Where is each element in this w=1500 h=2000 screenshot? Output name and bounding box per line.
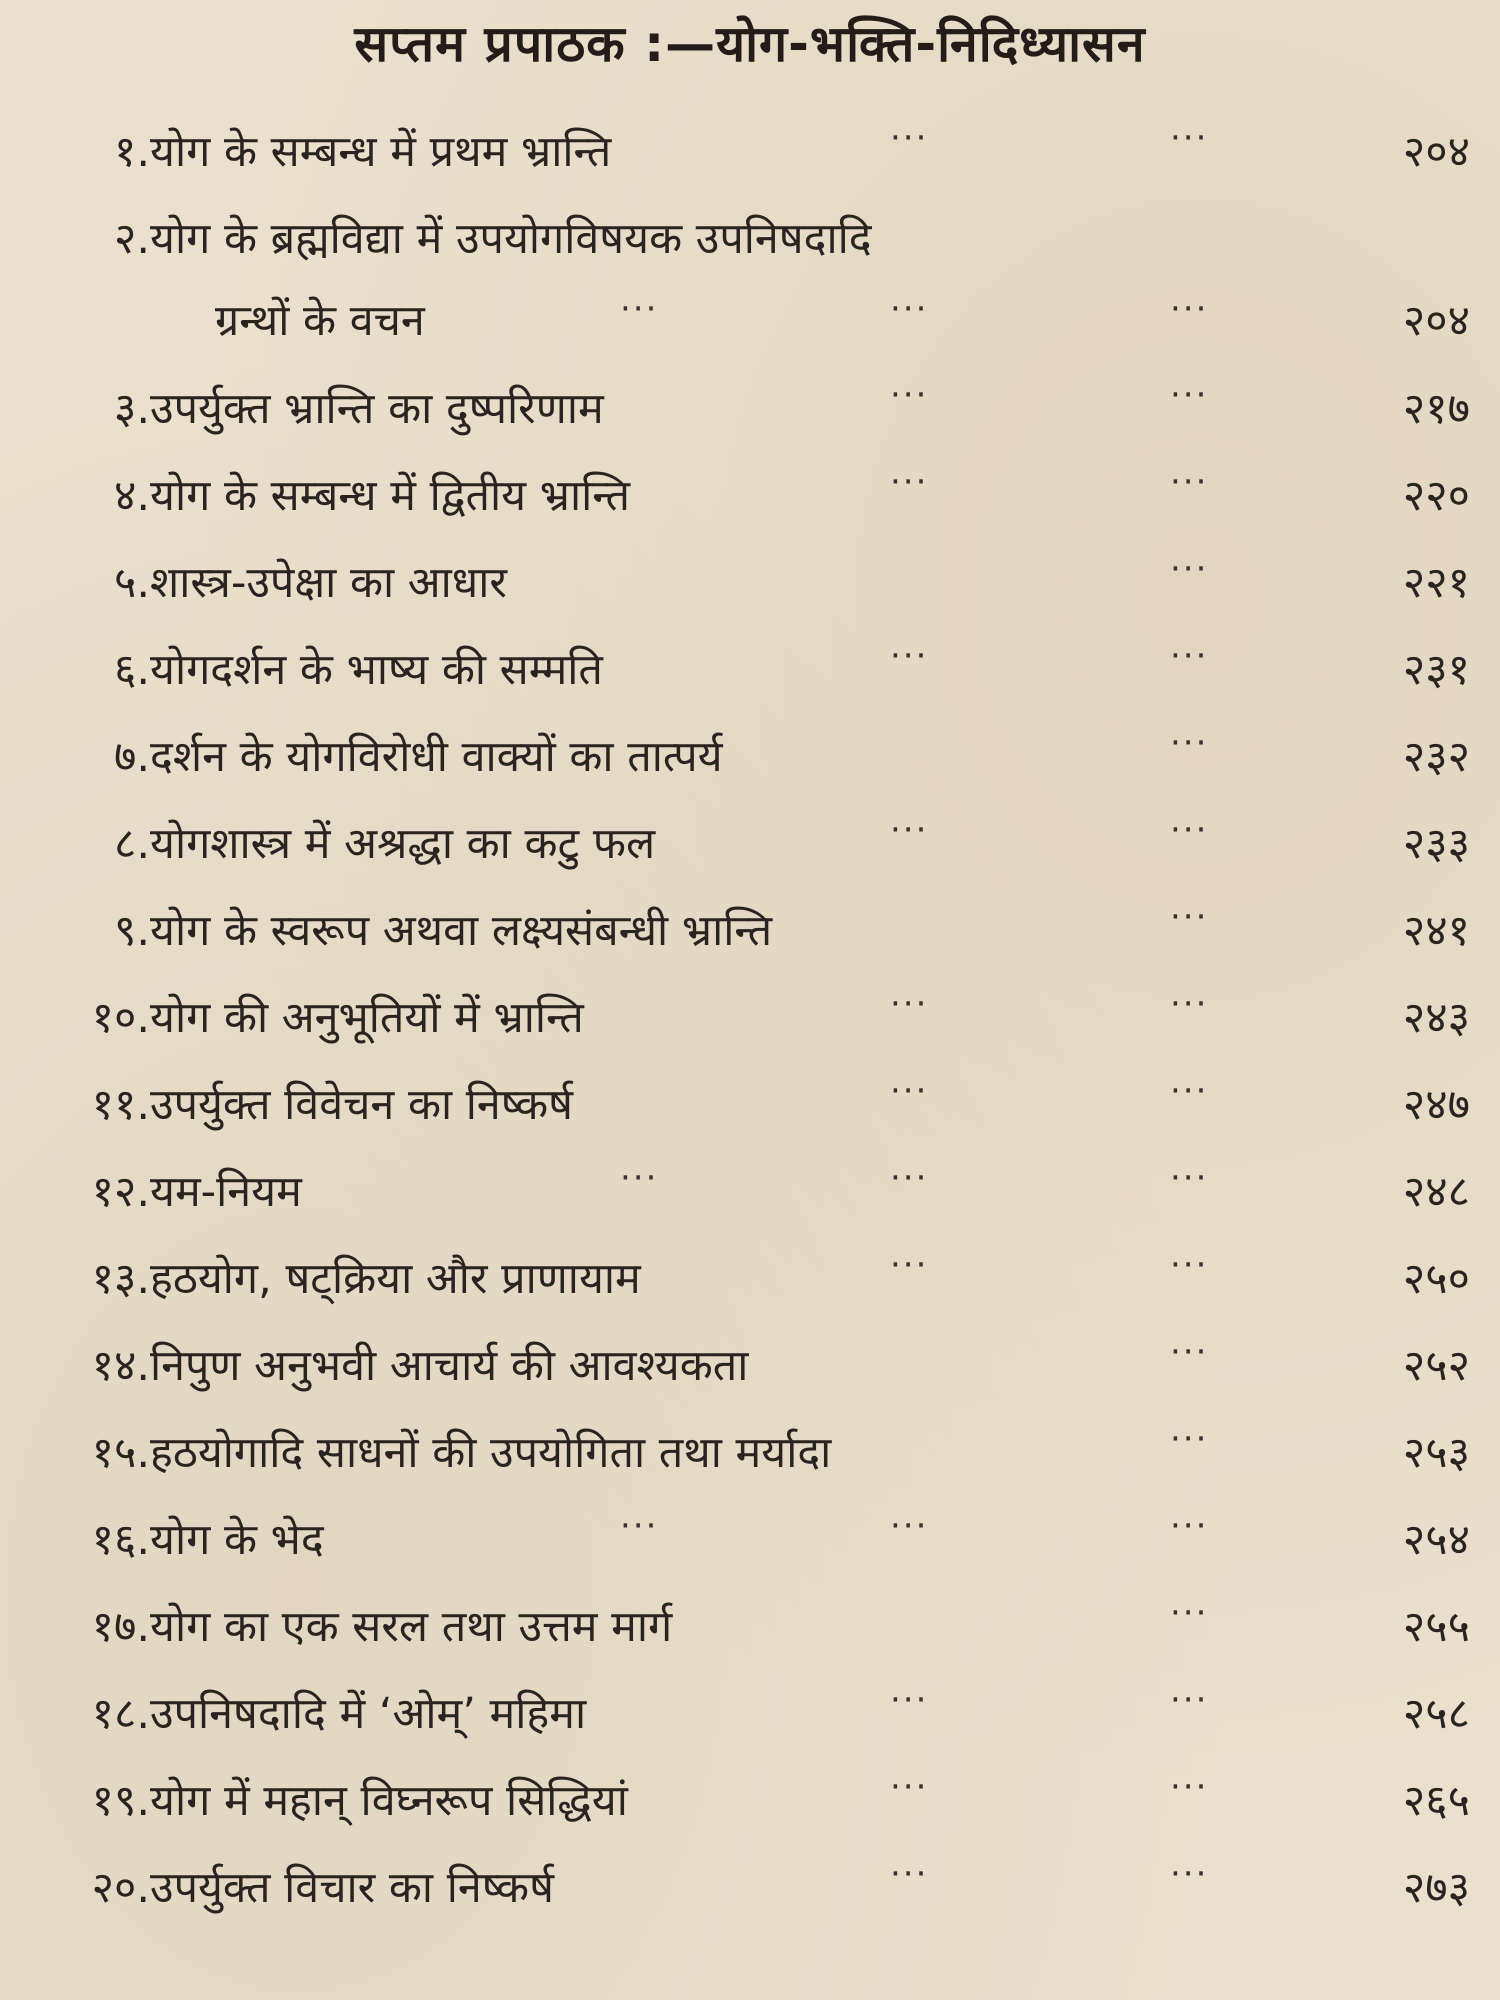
dot-leader: ··· [890, 1071, 929, 1111]
dot-leader: ··· [1170, 1854, 1209, 1894]
dot-leader: ··· [890, 118, 929, 158]
entry-page: २६५ [1402, 1776, 1470, 1826]
entry-title: योग के सम्बन्ध में द्वितीय भ्रान्ति [150, 471, 631, 521]
entry-number: १७. [91, 1602, 150, 1652]
dot-leader: ··· [890, 1854, 929, 1894]
entry-page: २२० [1402, 471, 1470, 521]
entry-number: १५. [91, 1428, 150, 1478]
chapter-heading: सप्तम प्रपाठक :—योग-भक्ति-निदिध्यासन [354, 15, 1146, 73]
dot-leader: ··· [890, 636, 929, 676]
entry-title: योगशास्त्र में अश्रद्धा का कटु फल [150, 819, 656, 869]
entry-title: योग में महान् विघ्नरूप सिद्धियां [150, 1776, 628, 1826]
toc-entry [0, 110, 1500, 197]
entry-title: उपनिषदादि में ‘ओम्’ महिमा [150, 1689, 587, 1739]
dot-leader: ··· [1170, 1680, 1209, 1720]
entry-page: २७३ [1402, 1863, 1470, 1913]
entry-page: २२१ [1402, 558, 1470, 608]
dot-leader: ··· [890, 1767, 929, 1807]
dot-leader: ··· [1170, 1332, 1209, 1372]
entry-number: २०. [91, 1863, 150, 1913]
toc-entry [0, 541, 1500, 628]
dot-leader: ··· [1170, 1593, 1209, 1633]
dot-leader: ··· [890, 375, 929, 415]
dot-leader: ··· [1170, 897, 1209, 937]
entry-page: २५० [1402, 1254, 1470, 1304]
entry-page: २०४ [1402, 296, 1470, 346]
entry-title: यम-नियम [150, 1167, 302, 1217]
entry-number: १२. [91, 1167, 150, 1217]
entry-number: १. [113, 127, 150, 177]
toc-entry [0, 454, 1500, 541]
entry-number: ११. [91, 1080, 150, 1130]
entry-page: २०४ [1402, 127, 1470, 177]
dot-leader: ··· [890, 1245, 929, 1285]
entry-title: उपर्युक्त भ्रान्ति का दुष्परिणाम [150, 384, 604, 434]
entry-number: ६. [113, 645, 150, 695]
entry-page: २४८ [1402, 1167, 1470, 1217]
entry-number: १९. [91, 1776, 150, 1826]
toc-entry [0, 715, 1500, 802]
toc-entry [0, 1324, 1500, 1411]
dot-leader: ··· [890, 1680, 929, 1720]
entry-number: १८. [91, 1689, 150, 1739]
toc-entry [0, 367, 1500, 454]
toc-entry [0, 1150, 1500, 1237]
entry-page: २५८ [1402, 1689, 1470, 1739]
toc-entry [0, 1846, 1500, 1933]
dot-leader: ··· [620, 289, 659, 329]
dot-leader: ··· [620, 1506, 659, 1546]
entry-title-continued: ग्रन्थों के वचन [215, 296, 425, 346]
entry-title: योग की अनुभूतियों में भ्रान्ति [150, 993, 584, 1043]
entry-number: १०. [91, 993, 150, 1043]
entry-title: शास्त्र-उपेक्षा का आधार [150, 558, 507, 608]
entry-number: १६. [91, 1515, 150, 1565]
toc-entry [0, 976, 1500, 1063]
entry-title: योग के सम्बन्ध में प्रथम भ्रान्ति [150, 127, 612, 177]
dot-leader: ··· [1170, 1071, 1209, 1111]
toc-entry [0, 197, 1500, 367]
entry-number: ९. [113, 906, 150, 956]
entry-page: २३२ [1402, 732, 1470, 782]
entry-page: २१७ [1402, 384, 1470, 434]
entry-title: हठयोग, षट्क्रिया और प्राणायाम [150, 1254, 641, 1304]
toc-list [0, 110, 1500, 1933]
entry-number: ४. [113, 471, 150, 521]
entry-number: ३. [113, 384, 150, 434]
dot-leader: ··· [1170, 984, 1209, 1024]
entry-number: ७. [113, 732, 150, 782]
entry-page: २५४ [1402, 1515, 1470, 1565]
entry-title: उपर्युक्त विचार का निष्कर्ष [150, 1863, 554, 1913]
toc-entry [0, 1498, 1500, 1585]
dot-leader: ··· [1170, 118, 1209, 158]
entry-title: हठयोगादि साधनों की उपयोगिता तथा मर्यादा [150, 1428, 832, 1478]
dot-leader: ··· [890, 462, 929, 502]
dot-leader: ··· [1170, 810, 1209, 850]
toc-entry [0, 1411, 1500, 1498]
dot-leader: ··· [1170, 636, 1209, 676]
toc-entry [0, 1063, 1500, 1150]
entry-number: २. [113, 214, 150, 264]
entry-title: योग के स्वरूप अथवा लक्ष्यसंबन्धी भ्रान्ति [150, 906, 773, 956]
entry-title: योग का एक सरल तथा उत्तम मार्ग [150, 1602, 673, 1652]
toc-entry [0, 1759, 1500, 1846]
entry-page: २५५ [1402, 1602, 1470, 1652]
dot-leader: ··· [890, 1506, 929, 1546]
entry-number: १४. [91, 1341, 150, 1391]
toc-entry [0, 889, 1500, 976]
dot-leader: ··· [890, 810, 929, 850]
entry-number: ८. [113, 819, 150, 869]
toc-entry [0, 1672, 1500, 1759]
toc-entry [0, 628, 1500, 715]
toc-entry [0, 802, 1500, 889]
entry-title: योग के ब्रह्मविद्या में उपयोगविषयक उपनिषदादि [150, 214, 872, 264]
entry-page: २३१ [1402, 645, 1470, 695]
dot-leader: ··· [890, 289, 929, 329]
dot-leader: ··· [890, 1158, 929, 1198]
entry-number: १३. [91, 1254, 150, 1304]
dot-leader: ··· [1170, 1158, 1209, 1198]
dot-leader: ··· [1170, 462, 1209, 502]
entry-title: निपुण अनुभवी आचार्य की आवश्यकता [150, 1341, 749, 1391]
toc-entry [0, 1237, 1500, 1324]
entry-page: २४१ [1402, 906, 1470, 956]
dot-leader: ··· [1170, 1419, 1209, 1459]
dot-leader: ··· [1170, 549, 1209, 589]
dot-leader: ··· [1170, 723, 1209, 763]
dot-leader: ··· [1170, 1506, 1209, 1546]
dot-leader: ··· [1170, 375, 1209, 415]
toc-entry [0, 1585, 1500, 1672]
dot-leader: ··· [1170, 1245, 1209, 1285]
entry-title: उपर्युक्त विवेचन का निष्कर्ष [150, 1080, 573, 1130]
entry-page: २३३ [1402, 819, 1470, 869]
entry-page: २४७ [1402, 1080, 1470, 1130]
entry-number: ५. [113, 558, 150, 608]
dot-leader: ··· [620, 1158, 659, 1198]
dot-leader: ··· [1170, 1767, 1209, 1807]
entry-title: योग के भेद [150, 1515, 324, 1565]
entry-page: २५३ [1402, 1428, 1470, 1478]
entry-title: योगदर्शन के भाष्य की सम्मति [150, 645, 603, 695]
entry-page: २५२ [1402, 1341, 1470, 1391]
entry-title: दर्शन के योगविरोधी वाक्यों का तात्पर्य [150, 732, 723, 782]
entry-page: २४३ [1402, 993, 1470, 1043]
dot-leader: ··· [1170, 289, 1209, 329]
dot-leader: ··· [890, 984, 929, 1024]
